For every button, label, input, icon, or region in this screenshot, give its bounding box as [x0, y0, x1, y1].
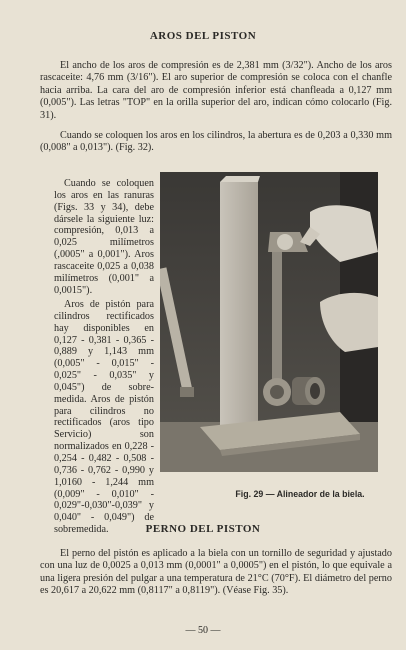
paragraph-groove-clearance: Cuando se coloquen los aros en las ranuras (Figs. 33 y 34), debe dársele la siguiente luz: compresión, 0,013 a 0,025 milímetros (,0005" a 0,001"). Aros rascaceite 0,025 a 0,038 milímetros (0,001" a 0,0015"). — [54, 178, 154, 296]
connecting-rod-aligner-photo — [160, 172, 378, 472]
paragraph-piston-pin: El perno del pistón es aplicado a la biela con un tornillo de seguridad y ajustado con una luz de 0,0025 a 0,013 mm (0,0001" a 0,0005") en el pistón, lo que equivale a una ligera presión del pulgar a una temperatura de 21°C (70°F). El diámetro del perno es 20,617 a 20,622 mm (0,8117" a 0,8119"). (Véase Fig. 35). — [40, 548, 392, 597]
paragraph-oversize-rings: Aros de pistón para cilindros rectificados hay disponibles en 0,127 - 0,381 - 0,365 - 0,889 y 1,143 mm (0,005" - 0,015" - 0,025" - 0,035" y 0,045") de sobre-medida. Aros de pistón para cilindros no rectificados (aros tipo Servicio) son normalizados en 0,228 - 0,254 - 0,482 - 0,508 - 0,736 - 0,762 - 0,990 y 1,0160 - 1,244 mm (0,009" - 0,010" - 0,029"-0,030"-0,039" y 0,040" - 0,049") de sobremedida. — [54, 299, 154, 536]
figure-caption: Fig. 29 — Alineador de la biela. — [235, 489, 365, 499]
paragraph-ring-gap: Cuando se coloquen los aros en los cilindros, la abertura es de 0,203 a 0,330 mm (0,008" a 0,013"). (Fig. 32). — [40, 130, 392, 154]
page-number: — 50 — — [185, 625, 221, 636]
section-heading-aros: AROS DEL PISTON — [149, 30, 257, 42]
section-heading-perno: PERNO DEL PISTON — [145, 523, 261, 535]
paragraph-ring-widths: El ancho de los aros de compresión es de 2,381 mm (3/32"). Ancho de los aros rascaceite: 4,76 mm (3/16"). El aro superior de compresión se coloca con el chanfle hacia arriba. La cara del aro de compresión inferior está chanfleada a 0,127 mm (0,005"). Las letras "TOP" en la orilla superior del aro, indican cómo colocarlo (Fig. 31). — [40, 60, 392, 121]
